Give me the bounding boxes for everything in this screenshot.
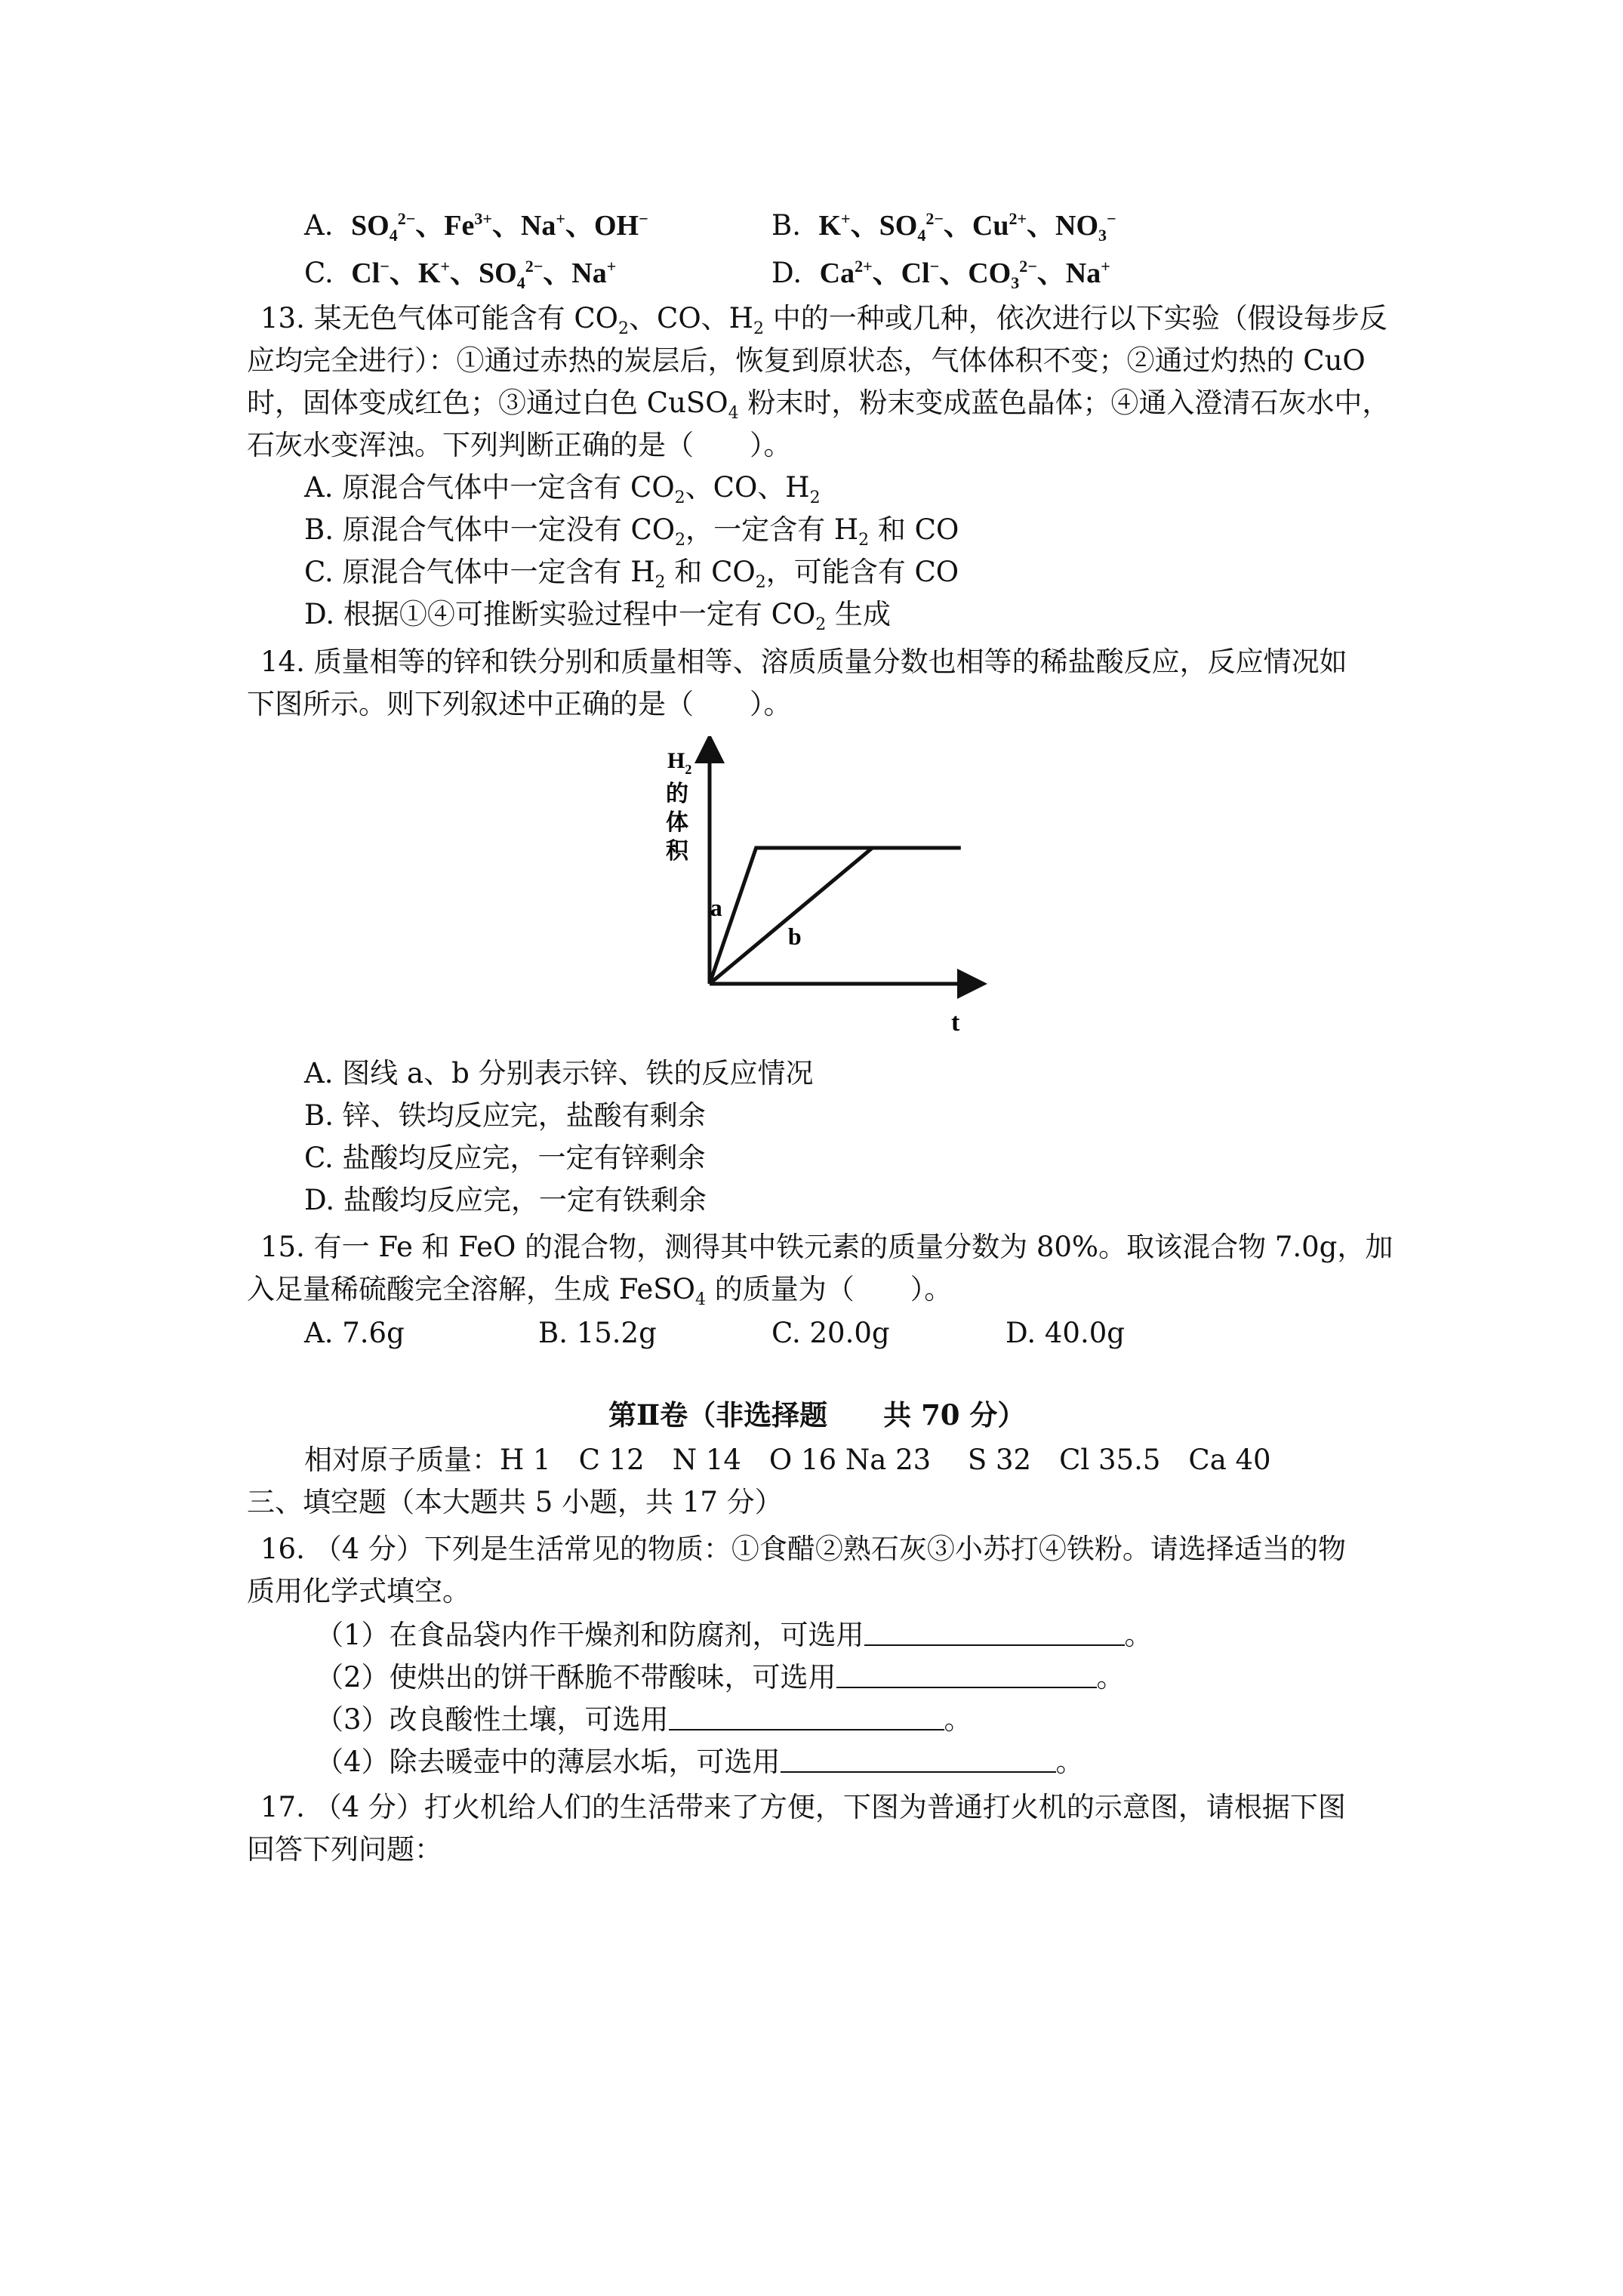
q14-option-a: A. 图线 a、b 分别表示锌、铁的反应情况 — [304, 1057, 814, 1089]
q14-option-c: C. 盐酸均反应完，一定有锌剩余 — [304, 1142, 706, 1174]
y-axis-label-de: 的 — [666, 781, 688, 806]
q16-stem-line1: 16. （4 分）下列是生活常见的物质：①食醋②熟石灰③小苏打④铁粉。请选择适当的物 — [260, 1533, 1346, 1565]
q13-stem-line3: 时，固体变成红色；③通过白色 CuSO$_4$ 粉末时，粉末变成蓝色晶体；④通入澄清石灰水中， — [247, 387, 1390, 423]
q17-stem-line2: 回答下列问题： — [247, 1833, 442, 1866]
q12-option-c: C. Cl−、K+、$SO_4^{2-}$、Na+ — [304, 257, 617, 292]
q15-stem-line1: 15. 有一 Fe 和 FeO 的混合物，测得其中铁元素的质量分数为 80%。取该混合物 7.0g，加 — [260, 1231, 1394, 1263]
q14-option-d: D. 盐酸均反应完，一定有铁剩余 — [304, 1184, 707, 1216]
y-axis-label-ji: 积 — [666, 839, 688, 864]
q13-option-c: C. 原混合气体中一定含有 $H_2$ 和 $CO_2$，可能含有 CO — [304, 556, 959, 592]
q15-option-b: B. 15.2g — [538, 1317, 657, 1349]
y-axis-label-ti: 体 — [666, 810, 688, 835]
y-axis-label-h: $H_2$ — [667, 748, 692, 777]
q17-stem-line1: 17. （4 分）打火机给人们的生活带来了方便，下图为普通打火机的示意图，请根据下图 — [260, 1791, 1346, 1823]
series-line-a — [710, 848, 961, 984]
q15-option-c: C. 20.0g — [771, 1317, 890, 1349]
section-heading: 三、填空题（本大题共 5 小题，共 17 分） — [247, 1486, 783, 1518]
q16-item-1: （1）在食品袋内作干燥剂和防腐剂，可选用 。 — [316, 1619, 1153, 1651]
q14-stem-line2: 下图所示。则下列叙述中正确的是（ ）。 — [247, 688, 792, 720]
q12-option-a: A. $SO_4^{2-}$、$Fe^{3+}$、Na+、OH− — [304, 209, 648, 245]
q13-option-a: A. 原混合气体中一定含有 $CO_2$、CO、$H_2$ — [304, 471, 821, 507]
q13-option-b: B. 原混合气体中一定没有 $CO_2$，一定含有 $H_2$ 和 CO — [304, 513, 959, 550]
q16-item-3: （3）改良酸性土壤，可选用 。 — [316, 1703, 972, 1736]
q12-option-d: D. $Ca^{2+}$、Cl−、$CO_3^{2-}$、Na+ — [771, 257, 1110, 292]
q16-stem-line2: 质用化学式填空。 — [247, 1575, 470, 1607]
atomic-masses: 相对原子质量：H 1 C 12 N 14 O 16 Na 23 S 32 Cl 35.5 Ca 40 — [304, 1444, 1271, 1476]
q16-item-4: （4）除去暖壶中的薄层水垢，可选用 。 — [316, 1746, 1084, 1778]
series-label-b: b — [787, 923, 802, 950]
q13-stem-line1: 13. 某无色气体可能含有 $CO_2$、CO、$H_2$ 中的一种或几种，依次进行以下实验（假设每步反 — [260, 302, 1387, 338]
q13-stem-line2: 应均完全进行）：①通过赤热的炭层后，恢复到原状态，气体体积不变；②通过灼热的 CuO — [247, 344, 1366, 377]
answer-blank-1[interactable] — [864, 1617, 1125, 1646]
q15-option-d: D. 40.0g — [1006, 1317, 1125, 1349]
answer-blank-4[interactable] — [781, 1744, 1056, 1773]
answer-blank-3[interactable] — [669, 1702, 944, 1730]
q14-option-b: B. 锌、铁均反应完，盐酸有剩余 — [304, 1099, 706, 1132]
q13-option-d: D. 根据①④可推断实验过程中一定有 $CO_2$ 生成 — [304, 598, 892, 634]
q16-item-2: （2）使烘出的饼干酥脆不带酸味，可选用 。 — [316, 1661, 1125, 1693]
q15-option-a: A. 7.6g — [304, 1317, 405, 1349]
h2-volume-chart — [657, 736, 989, 1038]
q12-option-b: B. K+、$SO_4^{2-}$、$Cu^{2+}$、$NO_3^-$ — [771, 209, 1116, 245]
series-label-a: a — [710, 894, 722, 921]
q14-stem-line1: 14. 质量相等的锌和铁分别和质量相等、溶质质量分数也相等的稀盐酸反应，反应情况如 — [260, 646, 1347, 678]
q13-stem-line4: 石灰水变浑浊。下列判断正确的是（ ）。 — [247, 429, 792, 461]
answer-blank-2[interactable] — [836, 1660, 1097, 1688]
x-axis-label: t — [951, 1009, 960, 1037]
part2-title: 第Ⅱ卷（非选择题 共 70 分） — [608, 1398, 1026, 1432]
q15-stem-line2: 入足量稀硫酸完全溶解，生成 FeSO$_4$ 的质量为（ ）。 — [247, 1273, 953, 1309]
